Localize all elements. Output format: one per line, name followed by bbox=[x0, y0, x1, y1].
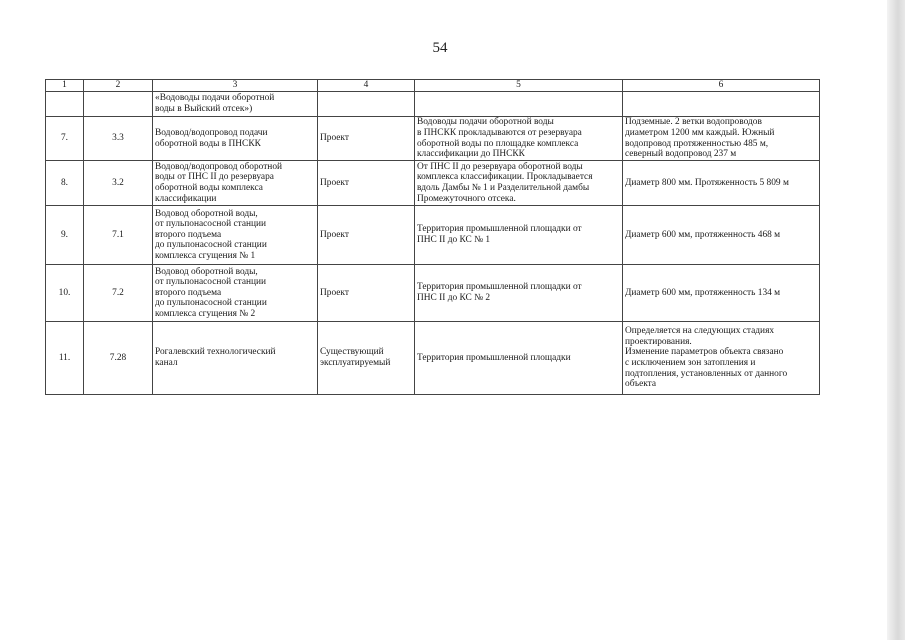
row-status-cell: Проект bbox=[318, 117, 415, 161]
row-location-cell: Территория промышленной площадки bbox=[415, 322, 623, 395]
row-location-cell: От ПНС II до резервуара оборотной воды комплекса классификации. Прокладывается вдоль Дамбы № 1 и Разделительной дамбы Промежуточного отсека. bbox=[415, 161, 623, 206]
row-number-cell: 9. bbox=[46, 206, 84, 265]
row-params-cell: Диаметр 600 мм, протяженность 134 м bbox=[623, 265, 820, 322]
row-status-cell bbox=[318, 92, 415, 117]
row-params-cell: Диаметр 800 мм. Протяженность 5 809 м bbox=[623, 161, 820, 206]
objects-table bbox=[45, 79, 820, 395]
table-row bbox=[46, 206, 820, 265]
row-status-cell: Проект bbox=[318, 161, 415, 206]
table-row bbox=[46, 117, 820, 161]
row-number-cell bbox=[46, 92, 84, 117]
row-number-cell: 10. bbox=[46, 265, 84, 322]
header-cell: 2 bbox=[84, 80, 153, 92]
row-name-cell: Водовод/водопровод оборотной воды от ПНС II до резервуара оборотной воды комплекса классификации bbox=[153, 161, 318, 206]
scan-edge-shadow bbox=[887, 0, 905, 640]
row-location-cell: Территория промышленной площадки от ПНС II до КС № 2 bbox=[415, 265, 623, 322]
row-params-cell: Диаметр 600 мм, протяженность 468 м bbox=[623, 206, 820, 265]
row-status-cell: Существующий эксплуатируемый bbox=[318, 322, 415, 395]
row-name-cell: Водовод/водопровод подачи оборотной воды в ПНСКК bbox=[153, 117, 318, 161]
header-cell: 5 bbox=[415, 80, 623, 92]
page-number: 54 bbox=[432, 40, 448, 56]
header-cell: 1 bbox=[46, 80, 84, 92]
row-name-cell: Водовод оборотной воды, от пульпонасосной станции второго подъема до пульпонасосной станции комплекса сгущения № 2 bbox=[153, 265, 318, 322]
row-code-cell: 3.3 bbox=[84, 117, 153, 161]
row-code-cell bbox=[84, 92, 153, 117]
row-status-cell: Проект bbox=[318, 265, 415, 322]
table-row-continuation bbox=[46, 92, 820, 117]
row-code-cell: 7.1 bbox=[84, 206, 153, 265]
row-code-cell: 7.2 bbox=[84, 265, 153, 322]
row-number-cell: 8. bbox=[46, 161, 84, 206]
table-row bbox=[46, 265, 820, 322]
row-number-cell: 11. bbox=[46, 322, 84, 395]
row-params-cell: Определяется на следующих стадиях проектирования. Изменение параметров объекта связано с исключением зон затопления и подтопления, установленных от данного объекта bbox=[623, 322, 820, 395]
row-code-cell: 7.28 bbox=[84, 322, 153, 395]
row-number-cell: 7. bbox=[46, 117, 84, 161]
table-row bbox=[46, 322, 820, 395]
row-location-cell bbox=[415, 92, 623, 117]
row-location-cell: Водоводы подачи оборотной воды в ПНСКК прокладываются от резервуара оборотной воды по площадке комплекса классификации до ПНСКК bbox=[415, 117, 623, 161]
row-code-cell: 3.2 bbox=[84, 161, 153, 206]
header-cell: 4 bbox=[318, 80, 415, 92]
row-location-cell: Территория промышленной площадки от ПНС II до КС № 1 bbox=[415, 206, 623, 265]
row-name-cell: «Водоводы подачи оборотной воды в Выйский отсек») bbox=[153, 92, 318, 117]
header-cell: 6 bbox=[623, 80, 820, 92]
row-status-cell: Проект bbox=[318, 206, 415, 265]
table-row bbox=[46, 161, 820, 206]
row-params-cell: Подземные. 2 ветки водопроводов диаметром 1200 мм каждый. Южный водопровод протяженностью 485 м, северный водопровод 237 м bbox=[623, 117, 820, 161]
table-header-row bbox=[46, 80, 820, 92]
row-params-cell bbox=[623, 92, 820, 117]
row-name-cell: Рогалевский технологический канал bbox=[153, 322, 318, 395]
header-cell: 3 bbox=[153, 80, 318, 92]
row-name-cell: Водовод оборотной воды, от пульпонасосной станции второго подъема до пульпонасосной станции комплекса сгущения № 1 bbox=[153, 206, 318, 265]
